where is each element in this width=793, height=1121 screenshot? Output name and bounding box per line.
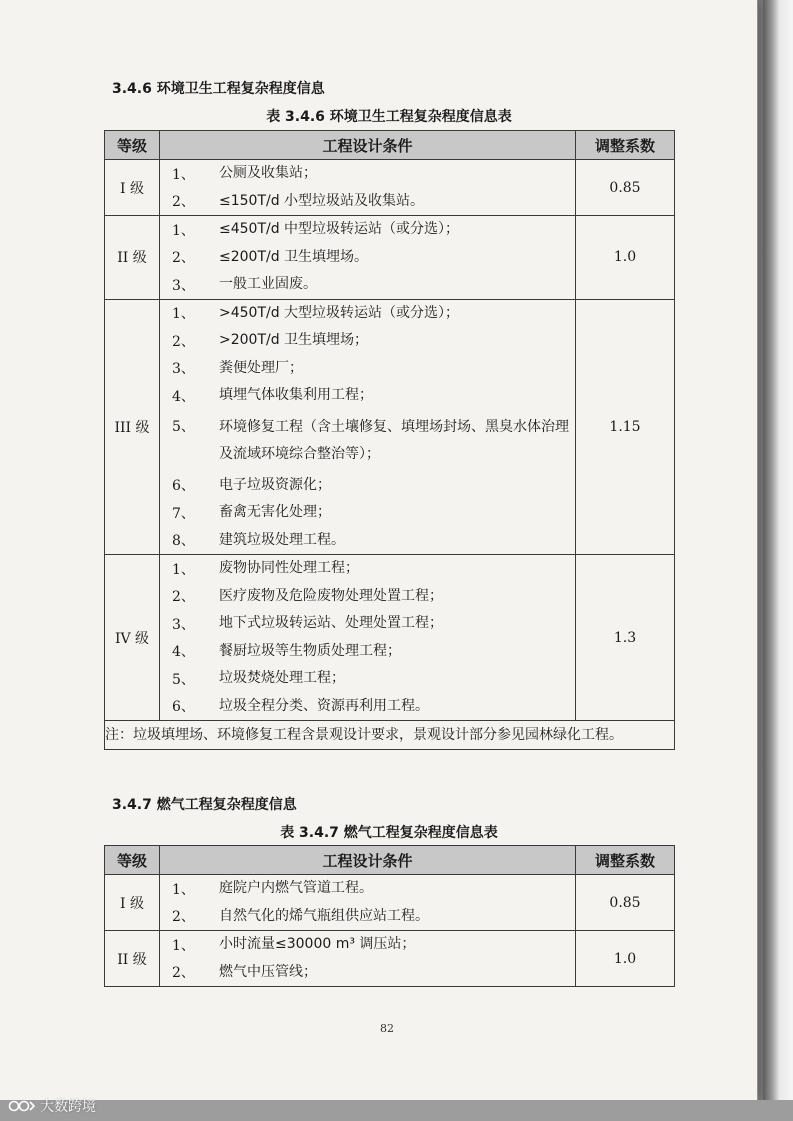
list-item bbox=[160, 382, 575, 410]
item-number: 3、 bbox=[172, 616, 195, 633]
list-item bbox=[160, 610, 575, 638]
header-grade: 等级 bbox=[105, 846, 160, 875]
section-heading-3-4-7: 3.4.7 燃气工程复杂程度信息 bbox=[112, 797, 297, 813]
item-number: 5、 bbox=[172, 418, 195, 435]
item-text: 餐厨垃圾等生物质处理工程； bbox=[219, 642, 401, 659]
list-item bbox=[160, 903, 575, 931]
item-number: 1、 bbox=[172, 166, 195, 183]
item-text: ≤450T/d 中型垃圾转运站（或分选）； bbox=[219, 221, 460, 238]
header-condition: 工程设计条件 bbox=[160, 846, 576, 875]
list-item bbox=[160, 327, 575, 355]
list-item bbox=[160, 472, 575, 500]
item-text: 废物协同性处理工程； bbox=[219, 560, 359, 577]
table-3-4-7 bbox=[104, 845, 675, 987]
logo-icon bbox=[8, 1099, 36, 1113]
item-text: 燃气中压管线； bbox=[219, 963, 317, 980]
item-number: 1、 bbox=[172, 306, 195, 323]
table-row-grade-4 bbox=[105, 555, 675, 721]
section-heading-3-4-6: 3.4.6 环境卫生工程复杂程度信息 bbox=[112, 81, 325, 97]
item-text: 地下式垃圾转运站、处理处置工程； bbox=[219, 615, 443, 632]
condition-cell bbox=[160, 931, 576, 987]
grade-cell: IV 级 bbox=[105, 555, 160, 721]
item-number: 2、 bbox=[172, 589, 195, 606]
table-row-grade-2 bbox=[105, 931, 675, 987]
table-row-grade-3 bbox=[105, 299, 675, 555]
item-number: 3、 bbox=[172, 361, 195, 378]
item-number: 6、 bbox=[172, 699, 195, 716]
grade-cell: II 级 bbox=[105, 931, 160, 987]
item-number: 2、 bbox=[172, 194, 195, 211]
item-number: 3、 bbox=[172, 277, 195, 294]
list-item bbox=[160, 665, 575, 693]
grade-cell: III 级 bbox=[105, 299, 160, 555]
list-item bbox=[160, 583, 575, 611]
item-number: 1、 bbox=[172, 881, 195, 898]
list-item bbox=[160, 160, 575, 188]
item-number: 2、 bbox=[172, 965, 195, 982]
list-item bbox=[160, 188, 575, 216]
condition-cell bbox=[160, 160, 576, 216]
table-caption-3-4-6: 表 3.4.6 环境卫生工程复杂程度信息表 bbox=[266, 109, 512, 125]
item-number: 2、 bbox=[172, 333, 195, 350]
table-header-row bbox=[105, 846, 675, 875]
item-text: 环境修复工程（含土壤修复、填埋场封场、黑臭水体治理及流域环境综合整治等）； bbox=[219, 418, 569, 462]
list-item bbox=[160, 555, 575, 583]
list-item bbox=[160, 638, 575, 666]
item-text: ≤200T/d 卫生填埋场。 bbox=[219, 248, 369, 265]
item-text: 垃圾焚烧处理工程； bbox=[219, 670, 345, 687]
table-row-grade-2 bbox=[105, 216, 675, 300]
condition-cell bbox=[160, 216, 576, 300]
coef-cell: 1.3 bbox=[576, 555, 675, 721]
scan-bottom-edge bbox=[0, 1100, 793, 1121]
item-text: ≤150T/d 小型垃圾站及收集站。 bbox=[219, 192, 425, 209]
list-item bbox=[160, 693, 575, 721]
condition-cell bbox=[160, 299, 576, 555]
coef-cell: 1.0 bbox=[576, 931, 675, 987]
item-text: 自然气化的烯气瓶组供应站工程。 bbox=[219, 907, 429, 924]
item-text: 公厕及收集站； bbox=[219, 165, 317, 182]
list-item bbox=[160, 300, 575, 328]
list-item bbox=[160, 931, 575, 959]
list-item bbox=[160, 875, 575, 903]
item-number: 4、 bbox=[172, 644, 195, 661]
item-text: >450T/d 大型垃圾转运站（或分选）； bbox=[219, 304, 460, 321]
coef-cell: 1.15 bbox=[576, 299, 675, 555]
item-text: 填埋气体收集利用工程； bbox=[219, 387, 373, 404]
watermark bbox=[8, 1096, 96, 1116]
list-item bbox=[160, 499, 575, 527]
list-item bbox=[160, 244, 575, 272]
coef-cell: 0.85 bbox=[576, 160, 675, 216]
page-number: 82 bbox=[380, 1022, 394, 1035]
watermark-text: 大数跨境 bbox=[40, 1099, 96, 1115]
item-text: 一般工业固废。 bbox=[219, 276, 317, 293]
list-item bbox=[160, 355, 575, 383]
item-number: 1、 bbox=[172, 561, 195, 578]
list-item bbox=[160, 527, 575, 555]
grade-cell: I 级 bbox=[105, 160, 160, 216]
table-note: 注：垃圾填埋场、环境修复工程含景观设计要求，景观设计部分参见园林绿化工程。 bbox=[105, 721, 675, 750]
next-page-edge bbox=[763, 0, 793, 1121]
item-text: 电子垃圾资源化； bbox=[219, 476, 331, 493]
item-number: 6、 bbox=[172, 478, 195, 495]
header-coef: 调整系数 bbox=[576, 131, 675, 160]
header-condition: 工程设计条件 bbox=[160, 131, 576, 160]
coef-cell: 1.0 bbox=[576, 216, 675, 300]
table-header-row bbox=[105, 131, 675, 160]
header-grade: 等级 bbox=[105, 131, 160, 160]
item-number: 5、 bbox=[172, 671, 195, 688]
item-number: 4、 bbox=[172, 388, 195, 405]
coef-cell: 0.85 bbox=[576, 875, 675, 931]
item-number: 1、 bbox=[172, 937, 195, 954]
condition-cell bbox=[160, 555, 576, 721]
item-number: 7、 bbox=[172, 505, 195, 522]
condition-cell bbox=[160, 875, 576, 931]
item-text: 垃圾全程分类、资源再利用工程。 bbox=[219, 697, 429, 714]
item-text: >200T/d 卫生填埋场； bbox=[219, 332, 369, 349]
item-text: 医疗废物及危险废物处理处置工程； bbox=[219, 587, 443, 604]
list-item bbox=[160, 216, 575, 244]
header-coef: 调整系数 bbox=[576, 846, 675, 875]
item-text: 小时流量≤30000 m³ 调压站； bbox=[219, 936, 416, 953]
item-text: 畜禽无害化处理； bbox=[219, 504, 331, 521]
list-item bbox=[160, 410, 575, 472]
grade-cell: I 级 bbox=[105, 875, 160, 931]
table-row-grade-1 bbox=[105, 160, 675, 216]
table-caption-3-4-7: 表 3.4.7 燃气工程复杂程度信息表 bbox=[280, 825, 498, 841]
list-item bbox=[160, 959, 575, 987]
table-note-row bbox=[105, 721, 675, 750]
table-row-grade-1 bbox=[105, 875, 675, 931]
list-item bbox=[160, 271, 575, 299]
table-3-4-6 bbox=[104, 130, 675, 750]
item-text: 粪便处理厂； bbox=[219, 359, 303, 376]
grade-cell: II 级 bbox=[105, 216, 160, 300]
item-number: 2、 bbox=[172, 250, 195, 267]
item-number: 8、 bbox=[172, 533, 195, 550]
item-text: 庭院户内燃气管道工程。 bbox=[219, 880, 373, 897]
item-number: 2、 bbox=[172, 909, 195, 926]
item-number: 1、 bbox=[172, 222, 195, 239]
item-text: 建筑垃圾处理工程。 bbox=[219, 531, 345, 548]
